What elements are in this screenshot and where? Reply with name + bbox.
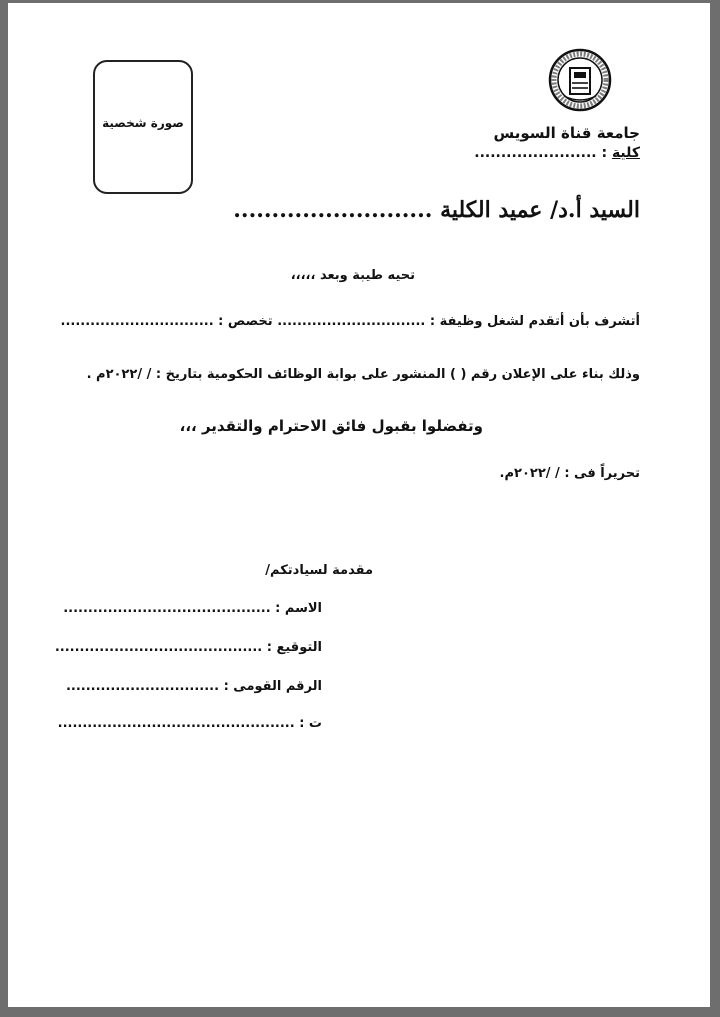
- national-id-field: الرقم القومى : ...............................: [65, 679, 322, 694]
- suez-canal-university-seal-icon: [548, 48, 612, 112]
- faculty-label: كلية: [611, 145, 640, 161]
- greeting: تحيه طيبة وبعد ،،،،،: [290, 268, 415, 283]
- submitted-by: مقدمة لسيادتكم/: [265, 563, 373, 578]
- photo-box: [93, 60, 193, 194]
- name-field: الاسم : ..........................................: [63, 601, 322, 616]
- faculty-value: : .......................: [474, 145, 608, 161]
- phone-field: ت : ................................................: [57, 716, 322, 731]
- salutation-dean: السيد أ.د/ عميد الكلية ..........................: [233, 197, 640, 223]
- faculty-line: [474, 145, 640, 161]
- job-application-line: أتشرف بأن أتقدم لشغل وظيفة : .............................. تخصص : ...............................: [60, 314, 640, 329]
- written-date: تحريراً فى : / /٢٠٢٢م.: [499, 466, 640, 481]
- announcement-line: وذلك بناء على الإعلان رقم ( ) المنشور على بوابة الوظائف الحكومية بتاريخ : / /٢٠٢٢م .: [86, 367, 640, 382]
- closing-line: وتفضلوا بقبول فائق الاحترام والتقدير ،،،: [179, 417, 483, 435]
- signature-field: التوقيع : ..........................................: [54, 640, 322, 655]
- university-name: جامعة قناة السويس: [493, 124, 640, 142]
- photo-label: صورة شخصية: [102, 116, 184, 130]
